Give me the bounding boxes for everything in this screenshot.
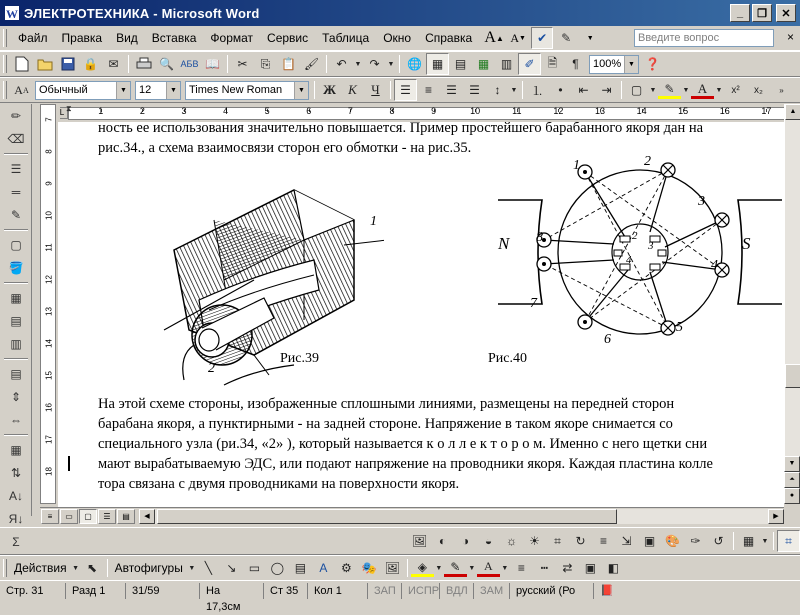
justify-icon[interactable]: ☰ bbox=[463, 79, 486, 101]
status-record[interactable]: ЗАП bbox=[368, 583, 402, 599]
ruler-number: 10 bbox=[45, 210, 54, 222]
previous-page-icon[interactable]: ⏶ bbox=[784, 472, 800, 488]
menu-table[interactable]: Таблица bbox=[315, 28, 376, 48]
text-line[interactable]: рис.34., а схема взаимосвязи сторон его обмотки - на рис.35. bbox=[98, 140, 471, 157]
menu-help[interactable]: Справка bbox=[418, 28, 479, 48]
ruler-number: 9 bbox=[45, 178, 54, 190]
ruler-number: 8 bbox=[385, 106, 399, 116]
email-icon[interactable]: ✉ bbox=[102, 53, 125, 75]
menu-window[interactable]: Окно bbox=[376, 28, 418, 48]
less-contrast-icon[interactable]: ◒ bbox=[477, 530, 500, 552]
chevron-down-icon[interactable]: ▼ bbox=[624, 56, 638, 73]
columns-icon[interactable]: ▥ bbox=[495, 53, 518, 75]
pencil-draw-icon[interactable]: ✏ bbox=[4, 105, 28, 127]
highlight-dropdown-icon[interactable]: ▼ bbox=[579, 27, 601, 49]
format-painter-icon[interactable]: 🖌 bbox=[300, 53, 323, 75]
toolbar-grip[interactable] bbox=[3, 559, 7, 577]
ruler-number: 10 bbox=[468, 106, 482, 116]
scroll-left-arrow-icon[interactable]: ◀ bbox=[139, 509, 155, 524]
ruler-number: 2 bbox=[135, 106, 149, 116]
line-icon[interactable]: ╲ bbox=[197, 557, 220, 579]
toolbar-options-icon[interactable]: » bbox=[770, 79, 793, 101]
oval-icon[interactable]: ◯ bbox=[266, 557, 289, 579]
ruler-number: 14 bbox=[635, 106, 649, 116]
chevron-down-icon[interactable]: ▼ bbox=[294, 82, 308, 99]
scroll-thumb[interactable] bbox=[785, 364, 800, 388]
print-layout-view-icon[interactable]: ▢ bbox=[79, 509, 97, 524]
zoom-select[interactable] bbox=[589, 55, 639, 74]
arrow-icon[interactable]: ↘ bbox=[220, 557, 243, 579]
fill-color-dropdown-icon[interactable]: ▼ bbox=[434, 557, 444, 579]
ruler-number: 17 bbox=[45, 434, 54, 446]
ruler-number: 8 bbox=[45, 146, 54, 158]
horizontal-scrollbar-area bbox=[40, 507, 784, 524]
word-app-icon[interactable]: W bbox=[4, 5, 20, 21]
ruler-number: 12 bbox=[45, 274, 54, 286]
crop-icon[interactable]: ⌗ bbox=[546, 530, 569, 552]
tables-borders-icon[interactable]: ▦ bbox=[426, 53, 449, 75]
line-weight-icon[interactable]: ═ bbox=[4, 181, 28, 203]
distribute-rows-icon[interactable]: ⇕ bbox=[4, 386, 28, 408]
menu-view[interactable]: Вид bbox=[109, 28, 145, 48]
border-dropdown-icon[interactable]: ▼ bbox=[648, 79, 658, 101]
split-cells-icon[interactable]: ▥ bbox=[4, 333, 28, 355]
status-language[interactable]: русский (Ро bbox=[510, 583, 594, 599]
highlight-color-icon[interactable]: ✎ bbox=[658, 81, 681, 99]
line-color-icon[interactable]: ✎ bbox=[444, 559, 467, 577]
paragraph-line[interactable]: На этой схеме стороны, изображенные сплошными линиями, размещены на передней сторон bbox=[98, 396, 674, 413]
document-close-icon[interactable]: × bbox=[787, 30, 794, 44]
status-position: На 17,3см bbox=[200, 583, 264, 599]
reading-view-icon[interactable]: ▤ bbox=[117, 509, 135, 524]
text-wrap-icon[interactable]: ▣ bbox=[638, 530, 661, 552]
font-color-dropdown-icon[interactable]: ▼ bbox=[500, 557, 510, 579]
research-icon[interactable]: 📖 bbox=[201, 53, 224, 75]
align-left-icon[interactable]: ☰ bbox=[394, 79, 417, 101]
diagram-label-7: 7 bbox=[530, 296, 537, 312]
figure39-label-2: 2 bbox=[208, 361, 215, 377]
font-size-select[interactable] bbox=[135, 81, 181, 100]
shrink-font-icon[interactable]: A ▼ bbox=[507, 27, 529, 49]
print-icon[interactable] bbox=[132, 53, 155, 75]
grow-font-icon[interactable]: A ▲ bbox=[483, 27, 505, 49]
menu-format[interactable]: Формат bbox=[203, 28, 260, 48]
status-line: Ст 35 bbox=[264, 583, 308, 599]
less-brightness-icon[interactable]: ☀ bbox=[523, 530, 546, 552]
color-image-icon[interactable]: ◐ bbox=[431, 530, 454, 552]
diagram-label-2: 2 bbox=[644, 154, 651, 170]
font-color-icon[interactable]: A bbox=[477, 559, 500, 577]
ruler-number: 13 bbox=[593, 106, 607, 116]
scroll-up-arrow-icon[interactable]: ▲ bbox=[785, 104, 800, 120]
font-value: Times New Roman bbox=[189, 84, 282, 96]
status-overtype[interactable]: ЗАМ bbox=[474, 583, 510, 599]
wordart-icon[interactable]: A bbox=[312, 557, 335, 579]
underline-button[interactable]: Ч bbox=[364, 79, 387, 101]
close-button[interactable]: ✕ bbox=[776, 4, 796, 22]
ask-question-input[interactable]: Введите вопрос bbox=[634, 29, 774, 47]
align-right-icon[interactable]: ☰ bbox=[440, 79, 463, 101]
align-cell-icon[interactable]: ▤ bbox=[4, 363, 28, 385]
browse-navigation bbox=[784, 456, 800, 504]
pole-label-n: N bbox=[498, 234, 509, 254]
web-view-icon[interactable]: ▭ bbox=[60, 509, 78, 524]
chevron-down-icon[interactable]: ▼ bbox=[116, 82, 130, 99]
ruler-number: 15 bbox=[45, 370, 54, 382]
more-brightness-icon[interactable]: ☼ bbox=[500, 530, 523, 552]
status-column: Кол 1 bbox=[308, 583, 368, 599]
line-spacing-dropdown-icon[interactable]: ▼ bbox=[509, 79, 519, 101]
print-preview-icon[interactable]: 🔍 bbox=[155, 53, 178, 75]
style-value: Обычный bbox=[39, 84, 88, 96]
ruler-number: 17 bbox=[759, 106, 773, 116]
autosum-icon[interactable]: Σ bbox=[4, 531, 28, 553]
segment-label-3: 3 bbox=[648, 240, 654, 252]
ruler-number: 13 bbox=[45, 306, 54, 318]
tab-stop-selector[interactable]: L bbox=[60, 107, 68, 119]
subscript-icon[interactable]: x₂ bbox=[747, 79, 770, 101]
format-picture-icon[interactable]: 🎨 bbox=[661, 530, 684, 552]
bold-button[interactable]: Ж bbox=[318, 79, 341, 101]
open-folder-icon[interactable] bbox=[33, 53, 56, 75]
redo-dropdown-icon[interactable]: ▼ bbox=[386, 53, 396, 75]
show-formatting-icon[interactable]: ¶ bbox=[564, 53, 587, 75]
rectangle-icon[interactable]: ▭ bbox=[243, 557, 266, 579]
line-style-icon[interactable]: ≡ bbox=[510, 557, 533, 579]
ruler-number: 11 bbox=[510, 106, 524, 116]
grid-icon[interactable]: ⌗ bbox=[777, 530, 800, 552]
autoshapes-menu[interactable]: Автофигуры bbox=[111, 561, 187, 575]
menu-file[interactable]: Файл bbox=[11, 28, 55, 48]
actions-menu[interactable]: Действия bbox=[10, 561, 71, 575]
diagram-label-6: 6 bbox=[604, 332, 611, 348]
diagram-icon[interactable]: ⚙ bbox=[335, 557, 358, 579]
outside-border-icon[interactable]: ▢ bbox=[4, 234, 28, 256]
menu-edit[interactable]: Правка bbox=[55, 28, 110, 48]
picture-toolbar bbox=[0, 527, 800, 555]
paragraph-line[interactable]: мают вырабатываемую ЭДС, или подают напряжение на проводники якоря. Каждая пластина колле bbox=[98, 456, 713, 473]
insert-excel-icon[interactable]: ▦ bbox=[472, 53, 495, 75]
document-page[interactable] bbox=[58, 122, 784, 507]
decrease-indent-icon[interactable]: ⇤ bbox=[572, 79, 595, 101]
segment-label-2: 2 bbox=[632, 230, 638, 242]
highlighter-icon[interactable]: ✎ bbox=[555, 27, 577, 49]
set-transparent-icon[interactable]: ✑ bbox=[684, 530, 707, 552]
font-size-value: 12 bbox=[139, 84, 151, 96]
diagram-label-4: 4 bbox=[711, 258, 718, 274]
line-style-icon[interactable]: ☰ bbox=[4, 158, 28, 180]
paste-icon[interactable]: 📋 bbox=[277, 53, 300, 75]
window-title: ЭЛЕКТРОТЕХНИКА - Microsoft Word bbox=[24, 6, 260, 21]
standard-toolbar bbox=[0, 51, 800, 77]
numbering-icon[interactable]: ⒈ bbox=[526, 79, 549, 101]
ruler-number: 16 bbox=[45, 402, 54, 414]
copy-icon[interactable]: ⎘ bbox=[254, 53, 277, 75]
eraser-icon[interactable]: ⌫ bbox=[4, 128, 28, 150]
ruler-number: 15 bbox=[676, 106, 690, 116]
style-select[interactable] bbox=[35, 81, 131, 100]
status-extend[interactable]: ВДЛ bbox=[440, 583, 474, 599]
styles-pane-icon[interactable]: A A bbox=[10, 79, 33, 101]
actions-dropdown-icon[interactable]: ▼ bbox=[71, 557, 81, 579]
paragraph-line[interactable]: тора связана с двумя проводниками на поверхности якоря. bbox=[98, 476, 459, 493]
winding-diagram bbox=[490, 152, 784, 352]
status-page-count: 31/59 bbox=[126, 583, 200, 599]
font-color-dropdown-icon[interactable]: ▼ bbox=[714, 79, 724, 101]
horizontal-scrollbar[interactable] bbox=[139, 509, 784, 524]
line-style-icon[interactable]: ≡ bbox=[592, 530, 615, 552]
arrow-style-icon[interactable]: ⇄ bbox=[556, 557, 579, 579]
insert-table-icon[interactable]: ▦ bbox=[4, 287, 28, 309]
title-bar bbox=[0, 0, 800, 26]
chevron-down-icon[interactable]: ▼ bbox=[166, 82, 180, 99]
insert-picture-icon[interactable]: 🖼 bbox=[408, 530, 431, 552]
undo-dropdown-icon[interactable]: ▼ bbox=[353, 53, 363, 75]
browse-object-icon[interactable]: ● bbox=[784, 488, 800, 504]
ruler-number: 1 bbox=[94, 106, 108, 116]
increase-indent-icon[interactable]: ⇥ bbox=[595, 79, 618, 101]
ruler-number: 11 bbox=[45, 242, 54, 254]
font-select[interactable] bbox=[185, 81, 309, 100]
save-icon[interactable] bbox=[56, 53, 79, 75]
border-icon[interactable]: ▢ bbox=[625, 79, 648, 101]
pole-label-s: S bbox=[742, 234, 751, 254]
ruler-number: 4 bbox=[219, 106, 233, 116]
figure39-caption: Рис.39 bbox=[280, 351, 319, 367]
bullets-icon[interactable]: • bbox=[549, 79, 572, 101]
diagram-label-1: 1 bbox=[573, 158, 580, 174]
fill-color-icon[interactable]: ◈ bbox=[411, 559, 434, 577]
scroll-down-arrow-icon[interactable]: ▼ bbox=[784, 456, 800, 472]
vertical-scrollbar[interactable] bbox=[784, 104, 800, 504]
ruler-number: 12 bbox=[551, 106, 565, 116]
zoom-value: 100% bbox=[593, 58, 621, 70]
draw-table-icon[interactable]: ▦ bbox=[737, 530, 760, 552]
document-map-icon[interactable]: 🗎 bbox=[541, 53, 564, 75]
shadow-icon[interactable]: ▣ bbox=[579, 557, 602, 579]
ruler-number: 18 bbox=[45, 466, 54, 478]
toolbar-grip[interactable] bbox=[3, 55, 7, 73]
insert-table-icon[interactable]: ▤ bbox=[449, 53, 472, 75]
hyperlink-icon[interactable]: 🌐 bbox=[403, 53, 426, 75]
ruler-number: 3 bbox=[177, 106, 191, 116]
left-toolbar bbox=[0, 104, 32, 516]
autoshapes-dropdown-icon[interactable]: ▼ bbox=[187, 557, 197, 579]
diagram-label-5: 5 bbox=[676, 320, 683, 336]
sort-descending-icon[interactable]: Я↓ bbox=[4, 508, 28, 530]
menu-bar bbox=[0, 26, 800, 51]
ruler-number: 5 bbox=[260, 106, 274, 116]
redo-icon[interactable]: ↷ bbox=[363, 53, 386, 75]
select-objects-icon[interactable]: ⬉ bbox=[81, 557, 104, 579]
menu-insert[interactable]: Вставка bbox=[145, 28, 204, 48]
toolbar-grip[interactable] bbox=[3, 81, 7, 99]
figure39-label-1: 1 bbox=[370, 214, 377, 230]
spelling-status-icon[interactable]: 📕 bbox=[594, 583, 624, 599]
status-bar bbox=[0, 580, 800, 600]
distribute-columns-icon[interactable]: ⇔ bbox=[4, 409, 28, 431]
ruler-number: 6 bbox=[302, 106, 316, 116]
shading-color-icon[interactable]: 🪣 bbox=[4, 257, 28, 279]
text-line[interactable]: ность ее использования значительно повышается. Пример простейшего барабанного якоря дан на bbox=[98, 122, 703, 137]
figure40-caption: Рис.40 bbox=[488, 351, 527, 367]
diagram-label-3: 3 bbox=[698, 194, 705, 210]
armature-drawing bbox=[104, 180, 384, 390]
menubar-grip[interactable] bbox=[3, 29, 7, 47]
scroll-right-arrow-icon[interactable]: ▶ bbox=[768, 509, 784, 524]
maximize-button[interactable]: ❐ bbox=[752, 4, 772, 22]
font-color-icon[interactable]: A bbox=[691, 81, 714, 99]
cut-icon[interactable]: ✂ bbox=[231, 53, 254, 75]
line-spacing-icon[interactable]: ↕ bbox=[486, 79, 509, 101]
segment-label-4: 4 bbox=[626, 254, 632, 266]
italic-button[interactable]: К bbox=[341, 79, 364, 101]
3d-icon[interactable]: ◧ bbox=[602, 557, 625, 579]
horizontal-scroll-thumb[interactable] bbox=[157, 509, 617, 524]
diagram-label-8: 8 bbox=[536, 230, 543, 246]
ruler-number: 16 bbox=[718, 106, 732, 116]
status-page: Стр. 31 bbox=[0, 583, 66, 599]
line-color-dropdown-icon[interactable]: ▼ bbox=[467, 557, 477, 579]
picture-icon[interactable]: 🖼 bbox=[381, 557, 404, 579]
clip-art-icon[interactable]: 🎭 bbox=[358, 557, 381, 579]
check-icon[interactable]: ✔ bbox=[531, 27, 553, 49]
dash-style-icon[interactable]: ┅ bbox=[533, 557, 556, 579]
highlight-color-dropdown-icon[interactable]: ▼ bbox=[681, 79, 691, 101]
compress-icon[interactable]: ⇲ bbox=[615, 530, 638, 552]
text-direction-icon[interactable]: ⇅ bbox=[4, 462, 28, 484]
formatting-toolbar bbox=[0, 77, 800, 103]
status-section: Разд 1 bbox=[66, 583, 126, 599]
horizontal-ruler[interactable] bbox=[60, 104, 786, 122]
vertical-ruler[interactable] bbox=[40, 104, 56, 504]
reset-picture-icon[interactable]: ↺ bbox=[707, 530, 730, 552]
ruler-number: 7 bbox=[343, 106, 357, 116]
spelling-icon[interactable]: АБВ bbox=[178, 53, 201, 75]
indent-marker-icon[interactable]: ⧗ bbox=[66, 104, 74, 120]
status-track-changes[interactable]: ИСПР bbox=[402, 583, 440, 599]
undo-icon[interactable]: ↶ bbox=[330, 53, 353, 75]
align-center-icon[interactable]: ≡ bbox=[417, 79, 440, 101]
text-cursor bbox=[68, 456, 70, 471]
drawing-icon[interactable]: ✐ bbox=[518, 53, 541, 75]
paragraph-line[interactable]: барабана якоря, а пунктирными - на задней стороне. Напряжение в таком якоре снимается со bbox=[98, 416, 673, 433]
ruler-number: 7 bbox=[45, 114, 54, 126]
outline-view-icon[interactable]: ☰ bbox=[98, 509, 116, 524]
draw-table-dropdown-icon[interactable]: ▼ bbox=[760, 530, 770, 552]
sort-ascending-icon[interactable]: A↓ bbox=[4, 485, 28, 507]
drawing-toolbar bbox=[0, 555, 800, 580]
autoformat-table-icon[interactable]: ▦ bbox=[4, 439, 28, 461]
text-box-icon[interactable]: ▤ bbox=[289, 557, 312, 579]
merge-cells-icon[interactable]: ▤ bbox=[4, 310, 28, 332]
border-color-icon[interactable]: ✎ bbox=[4, 204, 28, 226]
more-contrast-icon[interactable]: ◑ bbox=[454, 530, 477, 552]
ruler-number: 9 bbox=[427, 106, 441, 116]
rotate-icon[interactable]: ↻ bbox=[569, 530, 592, 552]
superscript-icon[interactable]: x² bbox=[724, 79, 747, 101]
paragraph-line[interactable]: специального узла (ри.34, «2» ), который называется к о л л е к т о р о м. Именно с него щетки сни bbox=[98, 436, 707, 453]
minimize-button[interactable]: _ bbox=[730, 4, 750, 22]
help-icon[interactable]: ❓ bbox=[641, 53, 664, 75]
ruler-number: 14 bbox=[45, 338, 54, 350]
permission-icon[interactable]: 🔒 bbox=[79, 53, 102, 75]
new-document-icon[interactable] bbox=[10, 53, 33, 75]
normal-view-icon[interactable]: ≡ bbox=[41, 509, 59, 524]
menu-tools[interactable]: Сервис bbox=[260, 28, 315, 48]
